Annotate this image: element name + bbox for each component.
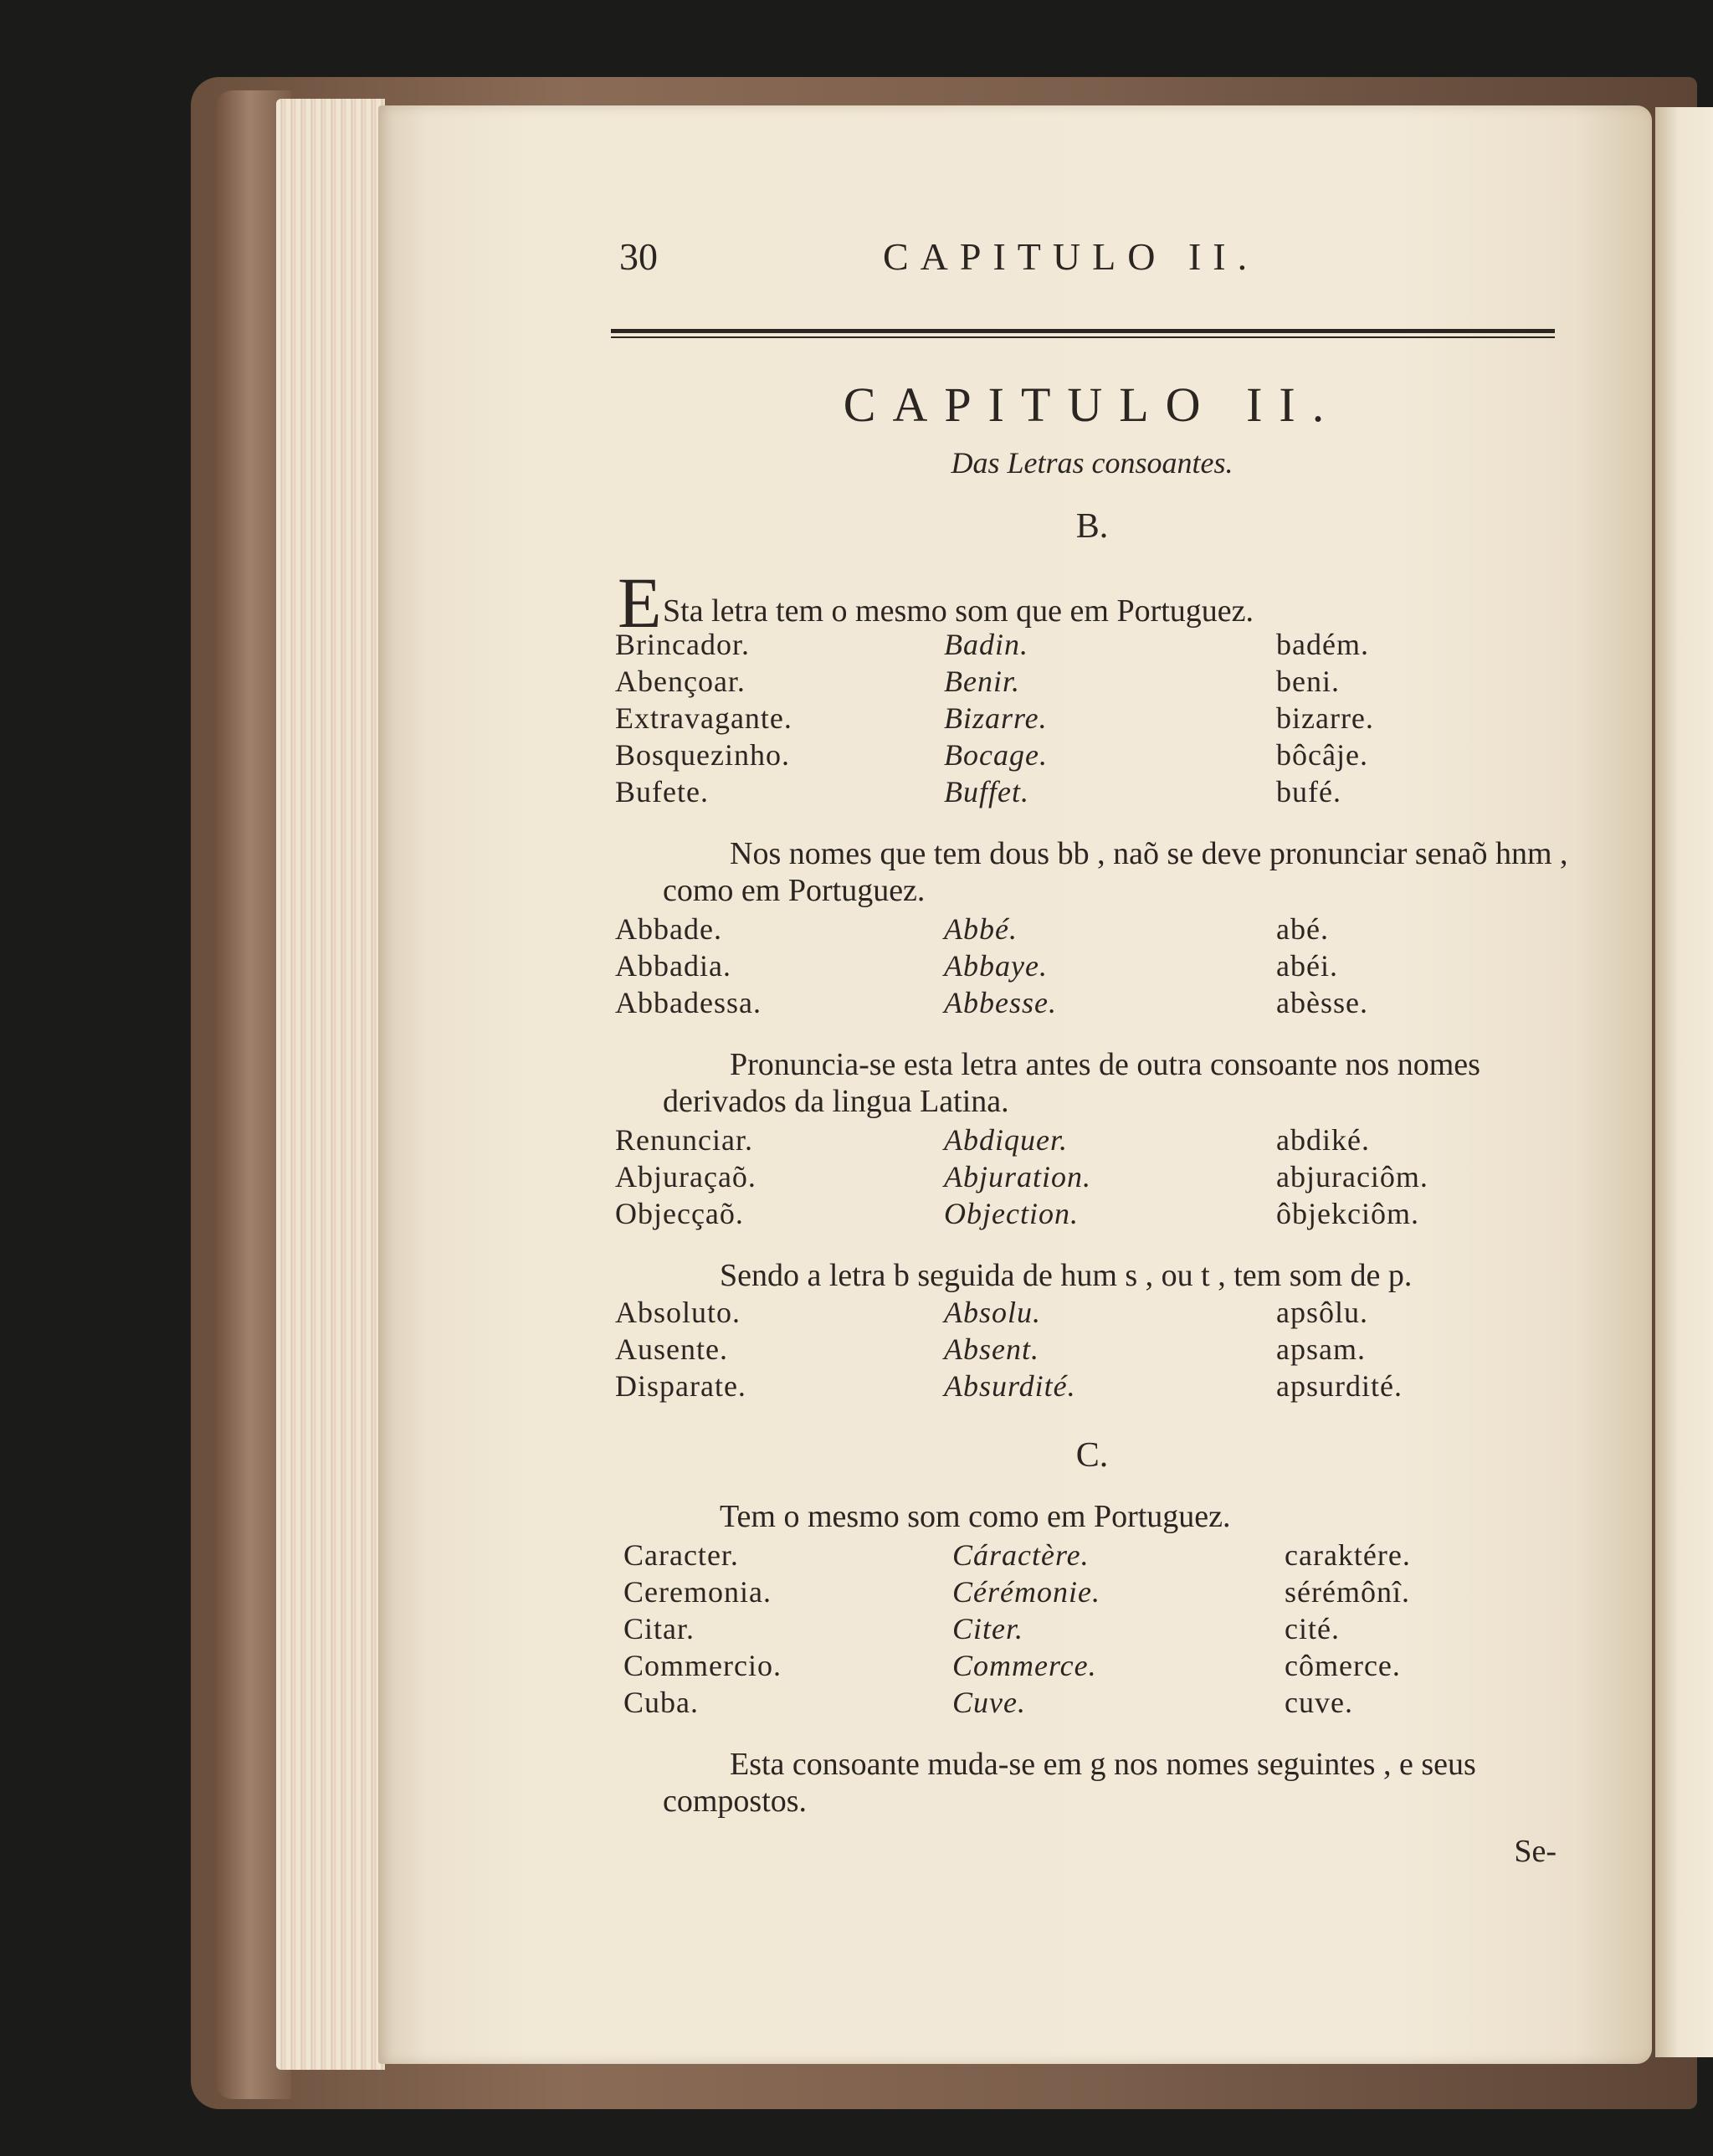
note-paragraph: Pronuncia-se esta letra antes de outra consoante nos nomes derivados da lingua Latina. bbox=[663, 1047, 1480, 1119]
table-row bbox=[615, 1158, 1561, 1195]
note-paragraph: Sendo a letra b seguida de hum s , ou t , tem som de p. bbox=[720, 1258, 1413, 1293]
page-header bbox=[611, 234, 1573, 276]
row-french: Abjuration. bbox=[944, 1160, 1092, 1194]
row-pronunciation: apsôlu. bbox=[1276, 1296, 1368, 1329]
row-portuguese: Ausente. bbox=[615, 1332, 728, 1366]
row-french: Abbesse. bbox=[944, 986, 1057, 1019]
page-text bbox=[611, 226, 1573, 1950]
note-paragraph: Nos nomes que tem dous bb , naõ se deve pronunciar senaõ hnm , como em Portuguez. bbox=[663, 836, 1568, 908]
row-pronunciation: abéi. bbox=[1276, 949, 1338, 983]
row-french: Citer. bbox=[952, 1612, 1024, 1645]
page-number: 30 bbox=[619, 235, 658, 278]
row-french: Absent. bbox=[944, 1332, 1039, 1366]
row-portuguese: Brincador. bbox=[615, 628, 750, 661]
chapter-title: CAPITULO II. bbox=[843, 377, 1341, 432]
row-portuguese: Disparate. bbox=[615, 1369, 746, 1403]
section-heading-c: C. bbox=[1075, 1436, 1109, 1475]
row-pronunciation: cômerce. bbox=[1285, 1649, 1401, 1682]
row-french: Objection. bbox=[944, 1197, 1079, 1230]
row-portuguese: Cuba. bbox=[623, 1686, 699, 1719]
row-french: Abbé. bbox=[944, 912, 1018, 946]
table-row bbox=[615, 1195, 1561, 1232]
row-portuguese: Abbadia. bbox=[615, 949, 731, 983]
row-french: Cérémonie. bbox=[952, 1575, 1100, 1609]
row-pronunciation: abdiké. bbox=[1276, 1123, 1370, 1157]
table-row bbox=[615, 1294, 1561, 1331]
table-row bbox=[615, 773, 1561, 810]
row-pronunciation: bôcâje. bbox=[1276, 738, 1368, 772]
row-french: Benir. bbox=[944, 665, 1020, 698]
row-french: Bocage. bbox=[944, 738, 1048, 772]
row-french: Abdiquer. bbox=[944, 1123, 1068, 1157]
row-french: Abbaye. bbox=[944, 949, 1048, 983]
row-pronunciation: cité. bbox=[1285, 1612, 1340, 1645]
facing-page-edge bbox=[1655, 107, 1713, 2057]
table-row bbox=[615, 984, 1561, 1021]
header-rule bbox=[611, 329, 1555, 333]
row-portuguese: Renunciar. bbox=[615, 1123, 753, 1157]
row-french: Cuve. bbox=[952, 1686, 1026, 1719]
row-portuguese: Bufete. bbox=[615, 775, 709, 808]
row-french: Buffet. bbox=[944, 775, 1029, 808]
table-row bbox=[615, 737, 1561, 773]
row-pronunciation: caraktére. bbox=[1285, 1538, 1411, 1572]
table-row bbox=[615, 700, 1561, 737]
row-french: Commerce. bbox=[952, 1649, 1097, 1682]
table-row bbox=[615, 911, 1561, 947]
drop-initial: E bbox=[618, 562, 662, 643]
row-portuguese: Commercio. bbox=[623, 1649, 782, 1682]
row-portuguese: Abjuraçaõ. bbox=[615, 1160, 756, 1194]
row-pronunciation: apsurdité. bbox=[1276, 1369, 1403, 1403]
row-pronunciation: abèsse. bbox=[1276, 986, 1368, 1019]
row-pronunciation: ôbjekciôm. bbox=[1276, 1197, 1419, 1230]
row-portuguese: Abençoar. bbox=[615, 665, 746, 698]
table-row bbox=[615, 1331, 1561, 1368]
page-edges bbox=[276, 99, 385, 2070]
row-pronunciation: bizarre. bbox=[1276, 701, 1374, 735]
table-row bbox=[615, 1122, 1561, 1158]
row-pronunciation: abé. bbox=[1276, 912, 1329, 946]
catchword: Se- bbox=[1514, 1834, 1557, 1869]
chapter-subtitle: Das Letras consoantes. bbox=[951, 446, 1233, 480]
row-portuguese: Caracter. bbox=[623, 1538, 739, 1572]
row-portuguese: Objecçaõ. bbox=[615, 1197, 744, 1230]
intro-text: Sta letra tem o mesmo som que em Portuguez. bbox=[663, 593, 1254, 629]
row-french: Cáractère. bbox=[952, 1538, 1090, 1572]
row-french: Absurdité. bbox=[944, 1369, 1076, 1403]
closing-paragraph: Esta consoante muda-se em g nos nomes seguintes , e seus compostos. bbox=[663, 1747, 1476, 1819]
row-portuguese: Absoluto. bbox=[615, 1296, 741, 1329]
table-row bbox=[615, 1368, 1561, 1404]
table-row bbox=[623, 1537, 1569, 1573]
row-pronunciation: abjuraciôm. bbox=[1276, 1160, 1428, 1194]
row-pronunciation: beni. bbox=[1276, 665, 1340, 698]
row-portuguese: Citar. bbox=[623, 1612, 695, 1645]
row-pronunciation: sérémônî. bbox=[1285, 1575, 1410, 1609]
row-portuguese: Extravagante. bbox=[615, 701, 792, 735]
header-rule-thin bbox=[611, 336, 1555, 338]
row-pronunciation: cuve. bbox=[1285, 1686, 1353, 1719]
row-french: Badin. bbox=[944, 628, 1028, 661]
row-portuguese: Abbade. bbox=[615, 912, 722, 946]
table-row bbox=[615, 663, 1561, 700]
section-c-intro: Tem o mesmo som como em Portuguez. bbox=[720, 1499, 1231, 1534]
table-row bbox=[623, 1573, 1569, 1610]
row-pronunciation: apsam. bbox=[1276, 1332, 1366, 1366]
row-portuguese: Abbadessa. bbox=[615, 986, 762, 1019]
row-portuguese: Bosquezinho. bbox=[615, 738, 790, 772]
row-portuguese: Ceremonia. bbox=[623, 1575, 772, 1609]
row-pronunciation: badém. bbox=[1276, 628, 1369, 661]
row-french: Absolu. bbox=[944, 1296, 1042, 1329]
row-french: Bizarre. bbox=[944, 701, 1048, 735]
section-heading-b: B. bbox=[1075, 507, 1109, 546]
table-row bbox=[623, 1610, 1569, 1647]
table-row bbox=[623, 1684, 1569, 1721]
table-row bbox=[623, 1647, 1569, 1684]
row-pronunciation: bufé. bbox=[1276, 775, 1341, 808]
table-row bbox=[615, 626, 1561, 663]
table-row bbox=[615, 947, 1561, 984]
running-head: CAPITULO II. bbox=[883, 235, 1259, 278]
